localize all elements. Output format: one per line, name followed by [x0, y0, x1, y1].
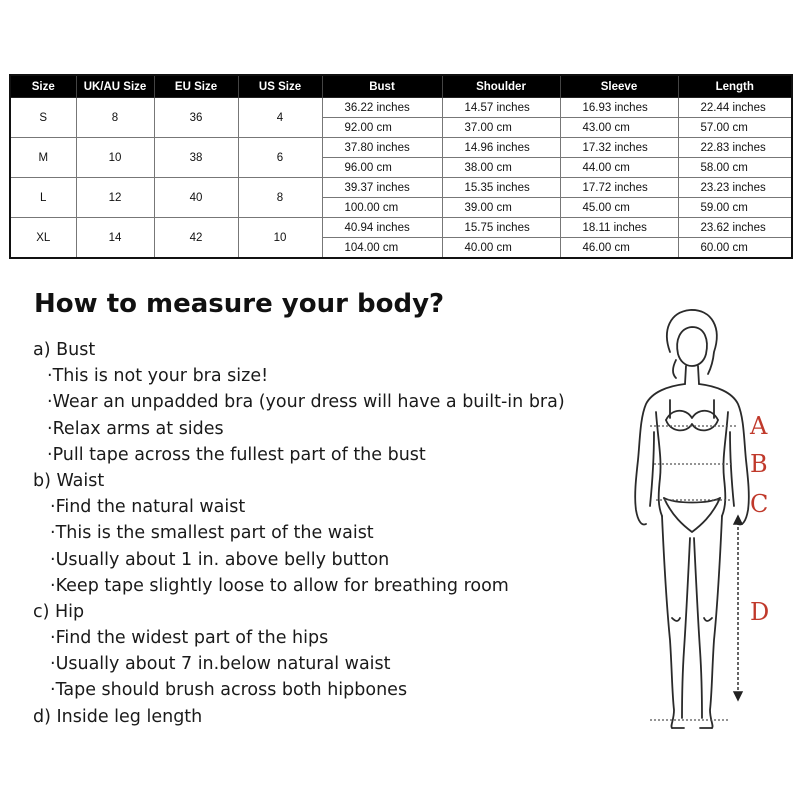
- section-heading: c) Hip: [33, 601, 85, 622]
- bust-cm-cell: 100.00 cm: [322, 198, 442, 218]
- length-cm-cell: 57.00 cm: [678, 118, 792, 138]
- length-cm-cell: 60.00 cm: [678, 238, 792, 259]
- uk-au-cell: 14: [76, 218, 154, 259]
- sleeve-cm-cell: 43.00 cm: [560, 118, 678, 138]
- eu-cell: 36: [154, 98, 238, 138]
- header-length: Length: [678, 75, 792, 98]
- shoulder-cm-cell: 38.00 cm: [442, 158, 560, 178]
- shoulder-inches-cell: 15.35 inches: [442, 178, 560, 198]
- table-row: [10, 178, 792, 198]
- instruction-item: ·Wear an unpadded bra (your dress will have a built-in bra): [47, 392, 565, 413]
- sleeve-cm-cell: 44.00 cm: [560, 158, 678, 178]
- bust-cm-cell: 104.00 cm: [322, 238, 442, 259]
- instruction-item: ·Find the widest part of the hips: [50, 628, 329, 649]
- bust-inches-cell: 36.22 inches: [322, 98, 442, 118]
- sleeve-cm-cell: 46.00 cm: [560, 238, 678, 259]
- header-uk-au-size: UK/AU Size: [76, 75, 154, 98]
- instruction-item: ·This is not your bra size!: [47, 366, 269, 387]
- length-inches-cell: 23.62 inches: [678, 218, 792, 238]
- instruction-item: ·Find the natural waist: [50, 497, 246, 518]
- shoulder-inches-cell: 15.75 inches: [442, 218, 560, 238]
- header-sleeve: Sleeve: [560, 75, 678, 98]
- header-bust: Bust: [322, 75, 442, 98]
- table-row: [10, 218, 792, 238]
- size-cell: XL: [10, 218, 76, 259]
- sleeve-cm-cell: 45.00 cm: [560, 198, 678, 218]
- marker-c: C: [750, 490, 769, 518]
- length-inches-cell: 22.83 inches: [678, 138, 792, 158]
- table-row: [10, 98, 792, 118]
- eu-cell: 40: [154, 178, 238, 218]
- size-cell: M: [10, 138, 76, 178]
- header-shoulder: Shoulder: [442, 75, 560, 98]
- shoulder-inches-cell: 14.57 inches: [442, 98, 560, 118]
- shoulder-cm-cell: 37.00 cm: [442, 118, 560, 138]
- instruction-item: ·Usually about 1 in. above belly button: [50, 549, 390, 570]
- marker-a: A: [750, 412, 768, 440]
- instruction-item: ·Tape should brush across both hipbones: [50, 680, 408, 701]
- marker-d: D: [750, 598, 770, 626]
- size-cell: S: [10, 98, 76, 138]
- guide-title: How to measure your body?: [34, 289, 445, 319]
- bust-cm-cell: 96.00 cm: [322, 158, 442, 178]
- instruction-item: ·This is the smallest part of the waist: [50, 523, 374, 544]
- section-heading: a) Bust: [33, 340, 96, 360]
- size-cell: L: [10, 178, 76, 218]
- uk-au-cell: 12: [76, 178, 154, 218]
- bust-cm-cell: 92.00 cm: [322, 118, 442, 138]
- length-inches-cell: 23.23 inches: [678, 178, 792, 198]
- instruction-item: ·Keep tape slightly loose to allow for breathing room: [50, 575, 509, 596]
- header-size: Size: [10, 75, 76, 98]
- eu-cell: 42: [154, 218, 238, 259]
- header-eu-size: EU Size: [154, 75, 238, 98]
- us-cell: 10: [238, 218, 322, 259]
- section-heading: b) Waist: [33, 470, 105, 491]
- bust-inches-cell: 39.37 inches: [322, 178, 442, 198]
- shoulder-cm-cell: 39.00 cm: [442, 198, 560, 218]
- sleeve-inches-cell: 17.32 inches: [560, 138, 678, 158]
- size-chart-table: [9, 74, 793, 259]
- length-cm-cell: 59.00 cm: [678, 198, 792, 218]
- shoulder-cm-cell: 40.00 cm: [442, 238, 560, 259]
- bust-inches-cell: 37.80 inches: [322, 138, 442, 158]
- instruction-item: ·Pull tape across the fullest part of the bust: [47, 444, 426, 465]
- table-row: [10, 138, 792, 158]
- table-header-row: [10, 75, 792, 98]
- section-heading: d) Inside leg length: [33, 706, 203, 727]
- sleeve-inches-cell: 17.72 inches: [560, 178, 678, 198]
- shoulder-inches-cell: 14.96 inches: [442, 138, 560, 158]
- body-measurement-figure: [610, 300, 790, 740]
- sleeve-inches-cell: 16.93 inches: [560, 98, 678, 118]
- uk-au-cell: 10: [76, 138, 154, 178]
- measurement-instructions: [33, 337, 565, 730]
- body-outline-icon: [635, 310, 749, 728]
- length-inches-cell: 22.44 inches: [678, 98, 792, 118]
- us-cell: 8: [238, 178, 322, 218]
- marker-labels: [749, 412, 769, 626]
- header-us-size: US Size: [238, 75, 322, 98]
- us-cell: 6: [238, 138, 322, 178]
- sleeve-inches-cell: 18.11 inches: [560, 218, 678, 238]
- leg-length-arrow: [734, 516, 742, 700]
- bust-inches-cell: 40.94 inches: [322, 218, 442, 238]
- marker-b: B: [750, 450, 768, 478]
- length-cm-cell: 58.00 cm: [678, 158, 792, 178]
- us-cell: 4: [238, 98, 322, 138]
- uk-au-cell: 8: [76, 98, 154, 138]
- instruction-item: ·Usually about 7 in.below natural waist: [50, 654, 391, 675]
- instruction-item: ·Relax arms at sides: [47, 418, 224, 439]
- eu-cell: 38: [154, 138, 238, 178]
